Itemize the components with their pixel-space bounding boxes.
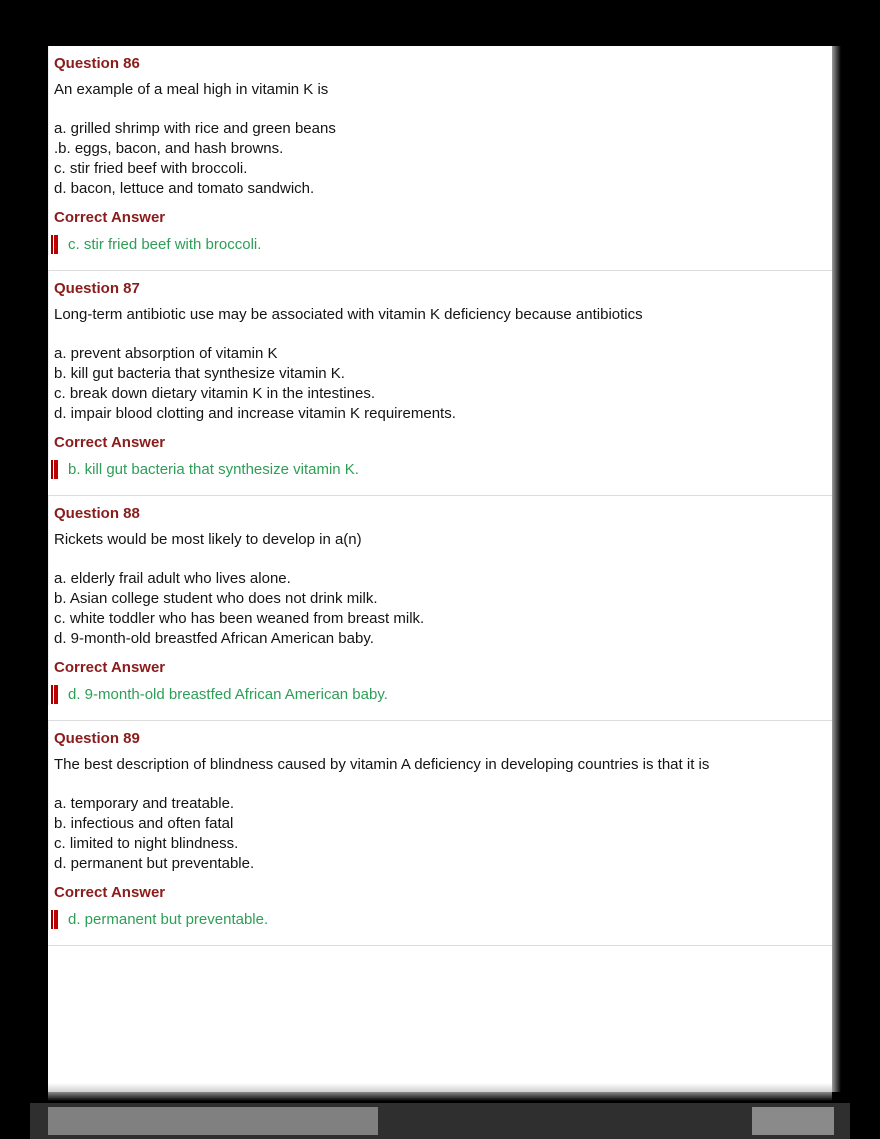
question-prompt: An example of a meal high in vitamin K is <box>54 81 329 98</box>
question-title: Question 87 <box>54 280 140 297</box>
bottom-left-control[interactable] <box>48 1107 378 1135</box>
options-list <box>54 794 820 874</box>
options-list <box>54 569 820 649</box>
option-c: c. white toddler who has been weaned from breast milk. <box>54 610 425 627</box>
option-d: d. 9-month-old breastfed African American baby. <box>54 630 374 647</box>
option-d: d. permanent but preventable. <box>54 855 255 872</box>
answer-text: b. kill gut bacteria that synthesize vitamin K. <box>68 460 359 478</box>
answer-marker-bar <box>51 460 58 479</box>
section-divider <box>48 945 832 946</box>
question-prompt: Long-term antibiotic use may be associated with vitamin K deficiency because antibiotics <box>54 306 643 323</box>
option-a: a. prevent absorption of vitamin K <box>54 345 278 362</box>
answer-marker-bar <box>51 235 58 254</box>
option-c: c. limited to night blindness. <box>54 835 239 852</box>
answer-row <box>51 683 820 705</box>
option-a: a. temporary and treatable. <box>54 795 235 812</box>
option-a: a. elderly frail adult who lives alone. <box>54 570 291 587</box>
answer-row <box>51 908 820 930</box>
option-c: c. break down dietary vitamin K in the intestines. <box>54 385 375 402</box>
bottom-bar <box>30 1103 850 1139</box>
question-title: Question 86 <box>54 55 140 72</box>
bottom-right-control[interactable] <box>752 1107 834 1135</box>
answer-text: c. stir fried beef with broccoli. <box>68 235 262 253</box>
answer-text: d. 9-month-old breastfed African American baby. <box>68 685 388 703</box>
answer-row <box>51 458 820 480</box>
answer-marker-bar <box>51 910 58 929</box>
option-b: b. Asian college student who does not drink milk. <box>54 590 378 607</box>
correct-answer-label: Correct Answer <box>54 209 166 226</box>
question-title: Question 88 <box>54 505 140 522</box>
question-block <box>48 271 832 480</box>
question-prompt: The best description of blindness caused by vitamin A deficiency in developing countries is that it is <box>54 756 710 773</box>
answer-row <box>51 233 820 255</box>
correct-answer-label: Correct Answer <box>54 434 166 451</box>
page-edge-shadow <box>832 46 841 1092</box>
option-b: .b. eggs, bacon, and hash browns. <box>54 140 284 157</box>
correct-answer-label: Correct Answer <box>54 884 166 901</box>
answer-marker-bar <box>51 685 58 704</box>
question-block <box>48 496 832 705</box>
document-page <box>48 46 832 1092</box>
option-d: d. impair blood clotting and increase vitamin K requirements. <box>54 405 456 422</box>
question-prompt: Rickets would be most likely to develop in a(n) <box>54 531 362 548</box>
answer-text: d. permanent but preventable. <box>68 910 269 928</box>
option-b: b. kill gut bacteria that synthesize vitamin K. <box>54 365 345 382</box>
correct-answer-label: Correct Answer <box>54 659 166 676</box>
option-d: d. bacon, lettuce and tomato sandwich. <box>54 180 315 197</box>
option-b: b. infectious and often fatal <box>54 815 234 832</box>
page-bottom-shadow <box>48 1092 832 1101</box>
question-title: Question 89 <box>54 730 140 747</box>
options-list <box>54 344 820 424</box>
option-c: c. stir fried beef with broccoli. <box>54 160 248 177</box>
question-block <box>48 46 832 255</box>
options-list <box>54 119 820 199</box>
option-a: a. grilled shrimp with rice and green beans <box>54 120 336 137</box>
question-block <box>48 721 832 930</box>
